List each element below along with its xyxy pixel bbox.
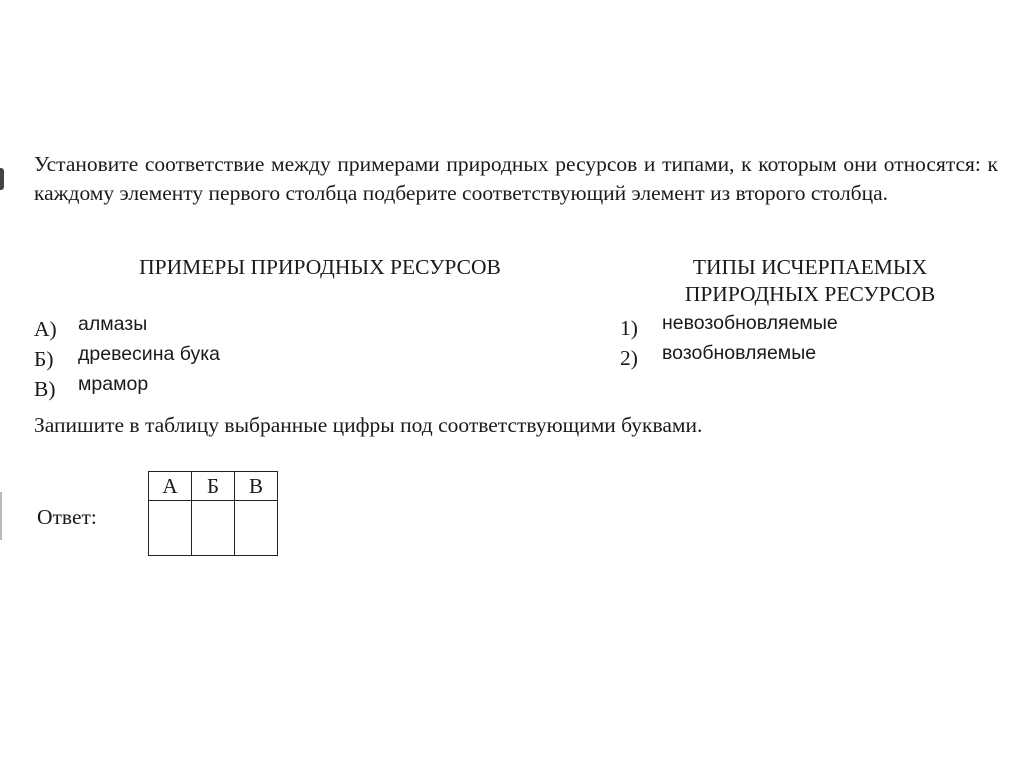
- answer-cell[interactable]: [235, 501, 278, 556]
- left-column-header: ПРИМЕРЫ ПРИРОДНЫХ РЕСУРСОВ: [139, 255, 501, 279]
- item-text: невозобновляемые: [662, 312, 838, 334]
- item-text: алмазы: [78, 313, 148, 335]
- list-item: [34, 341, 334, 371]
- item-text: возобновляемые: [662, 342, 817, 364]
- item-marker: Б): [34, 347, 54, 371]
- item-marker: В): [34, 377, 56, 401]
- answer-column-header: А: [149, 472, 192, 501]
- answer-cell[interactable]: [192, 501, 235, 556]
- answer-cell[interactable]: [149, 501, 192, 556]
- list-item: [620, 340, 940, 370]
- answer-table: [148, 471, 278, 556]
- right-column-header: [640, 254, 980, 308]
- answer-label: Ответ:: [37, 505, 97, 529]
- page-edge-mark: [0, 492, 2, 540]
- item-text: древесина бука: [78, 343, 221, 365]
- list-item: [34, 371, 334, 401]
- instruction-text: Запишите в таблицу выбранные цифры под соответствующими буквами.: [34, 413, 703, 437]
- right-column-header-line2: ПРИРОДНЫХ РЕСУРСОВ: [684, 282, 936, 306]
- answer-column-header: В: [235, 472, 278, 501]
- right-column-header-line1: ТИПЫ ИСЧЕРПАЕМЫХ: [692, 255, 928, 279]
- item-marker: А): [34, 317, 57, 341]
- item-marker: 1): [620, 316, 638, 340]
- item-marker: 2): [620, 346, 638, 370]
- list-item: [34, 311, 334, 341]
- answer-column-header: Б: [192, 472, 235, 501]
- item-text: мрамор: [78, 373, 149, 395]
- page-edge-mark: [0, 168, 4, 190]
- answer-header-row: [149, 472, 278, 501]
- task-text: Установите соответствие между примерами природных ресурсов и типами, к которым они относятся: к каждому элементу первого столбца подберите соответствующий элемент из второго столбца.: [34, 152, 998, 205]
- list-item: [620, 310, 940, 340]
- answer-input-row: [149, 501, 278, 556]
